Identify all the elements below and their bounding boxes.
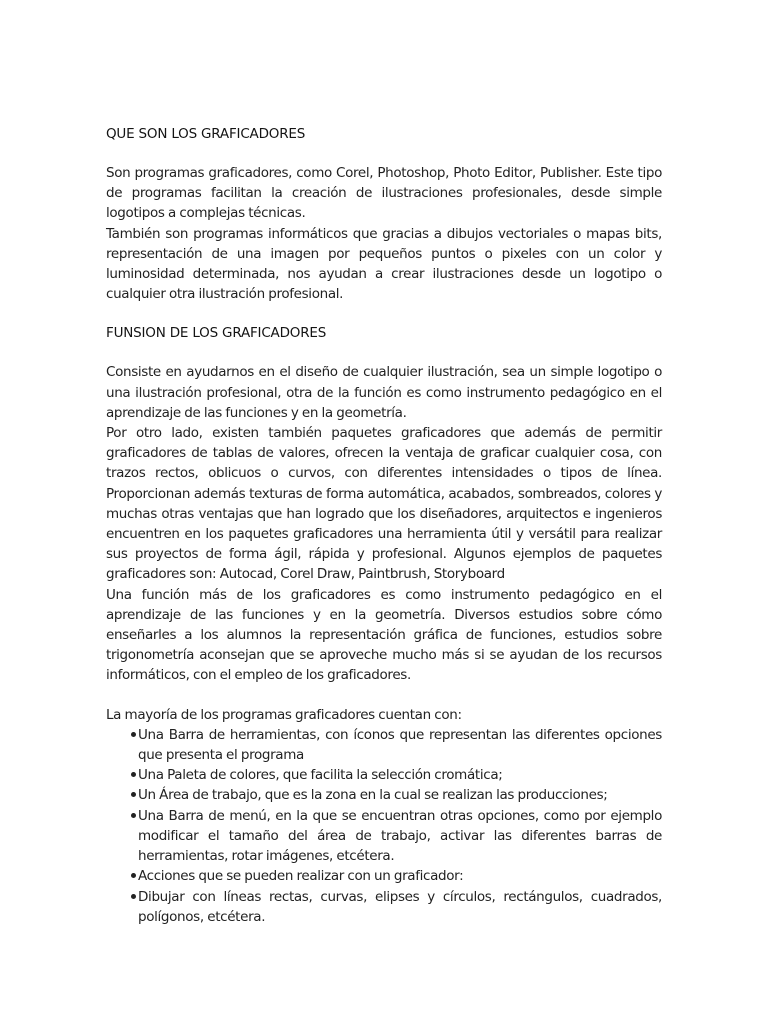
list-item: Una Barra de herramientas, con íconos que representan las diferentes opciones que presenta el programa (106, 725, 662, 765)
bullet-icon (131, 873, 136, 878)
paragraph-definition: También son programas informáticos que gracias a dibujos vectoriales o mapas bits, representación de una imagen por pequeños puntos o pixeles con un color y luminosidad determinada, nos ayudan a crear ilustraciones desde un logotipo o cualquier otra ilustración profesional. (106, 225, 662, 303)
list-item: Una Paleta de colores, que facilita la selección cromática; (106, 765, 662, 785)
list-item: Un Área de trabajo, que es la zona en la cual se realizan las producciones; (106, 785, 662, 805)
paragraph-function: Consiste en ayudarnos en el diseño de cualquier ilustración, sea un simple logotipo o una ilustración profesional, otra de la función es como instrumento pedagógico en el aprendizaje de las funciones y en la geometría. (106, 364, 662, 421)
paragraph-list-intro: La mayoría de los programas graficadores cuentan con: (106, 706, 462, 723)
list-item: Dibujar con líneas rectas, curvas, elipses y círculos, rectángulos, cuadrados, polígonos, etcétera. (106, 887, 662, 927)
bullet-icon (131, 732, 136, 737)
list-item: Acciones que se pueden realizar con un graficador: (106, 866, 662, 886)
bullet-icon (131, 792, 136, 797)
paragraph-intro: Son programas graficadores, como Corel, Photoshop, Photo Editor, Publisher. Este tipo de programas facilitan la creación de ilustraciones profesionales, desde simple logotipos a complejas técnicas. (106, 165, 662, 222)
bullet-icon (131, 813, 136, 818)
section-title-funsion: FUNSION DE LOS GRAFICADORES (106, 325, 327, 342)
paragraph-packages: Por otro lado, existen también paquetes graficadores que además de permitir graficadores de tablas de valores, ofrecen la ventaja de graficar cualquier cosa, con trazos rectos, oblicuos o curvos, con diferentes intensidades o tipos de línea. Proporcionan además texturas de forma automática, acabados, sombreados, colores y muchas otras ventajas que han logrado que los diseñadores, arquitectos e ingenieros encuentren en los paquetes graficadores una herramienta útil y versátil para realizar sus proyectos de forma ágil, rápida y profesional. Algunos ejemplos de paquetes graficadores son: Autocad, Corel Draw, Paintbrush, Storyboard (106, 425, 662, 583)
section-title-que-son: QUE SON LOS GRAFICADORES (106, 126, 306, 142)
paragraph-pedagogy: Una función más de los graficadores es como instrumento pedagógico en el aprendizaje de las funciones y en la geometría. Diversos estudios sobre cómo enseñarles a los alumnos la representación gráfica de funciones, estudios sobre trigonometría aconsejan que se aproveche mucho más si se ayudan de los recursos informáticos, con el empleo de los graficadores. (106, 586, 662, 684)
features-list (106, 725, 662, 927)
list-item: Una Barra de menú, en la que se encuentran otras opciones, como por ejemplo modificar el tamaño del área de trabajo, activar las diferentes barras de herramientas, rotar imágenes, etcétera. (106, 806, 662, 867)
bullet-icon (131, 772, 136, 777)
bullet-icon (131, 894, 136, 899)
